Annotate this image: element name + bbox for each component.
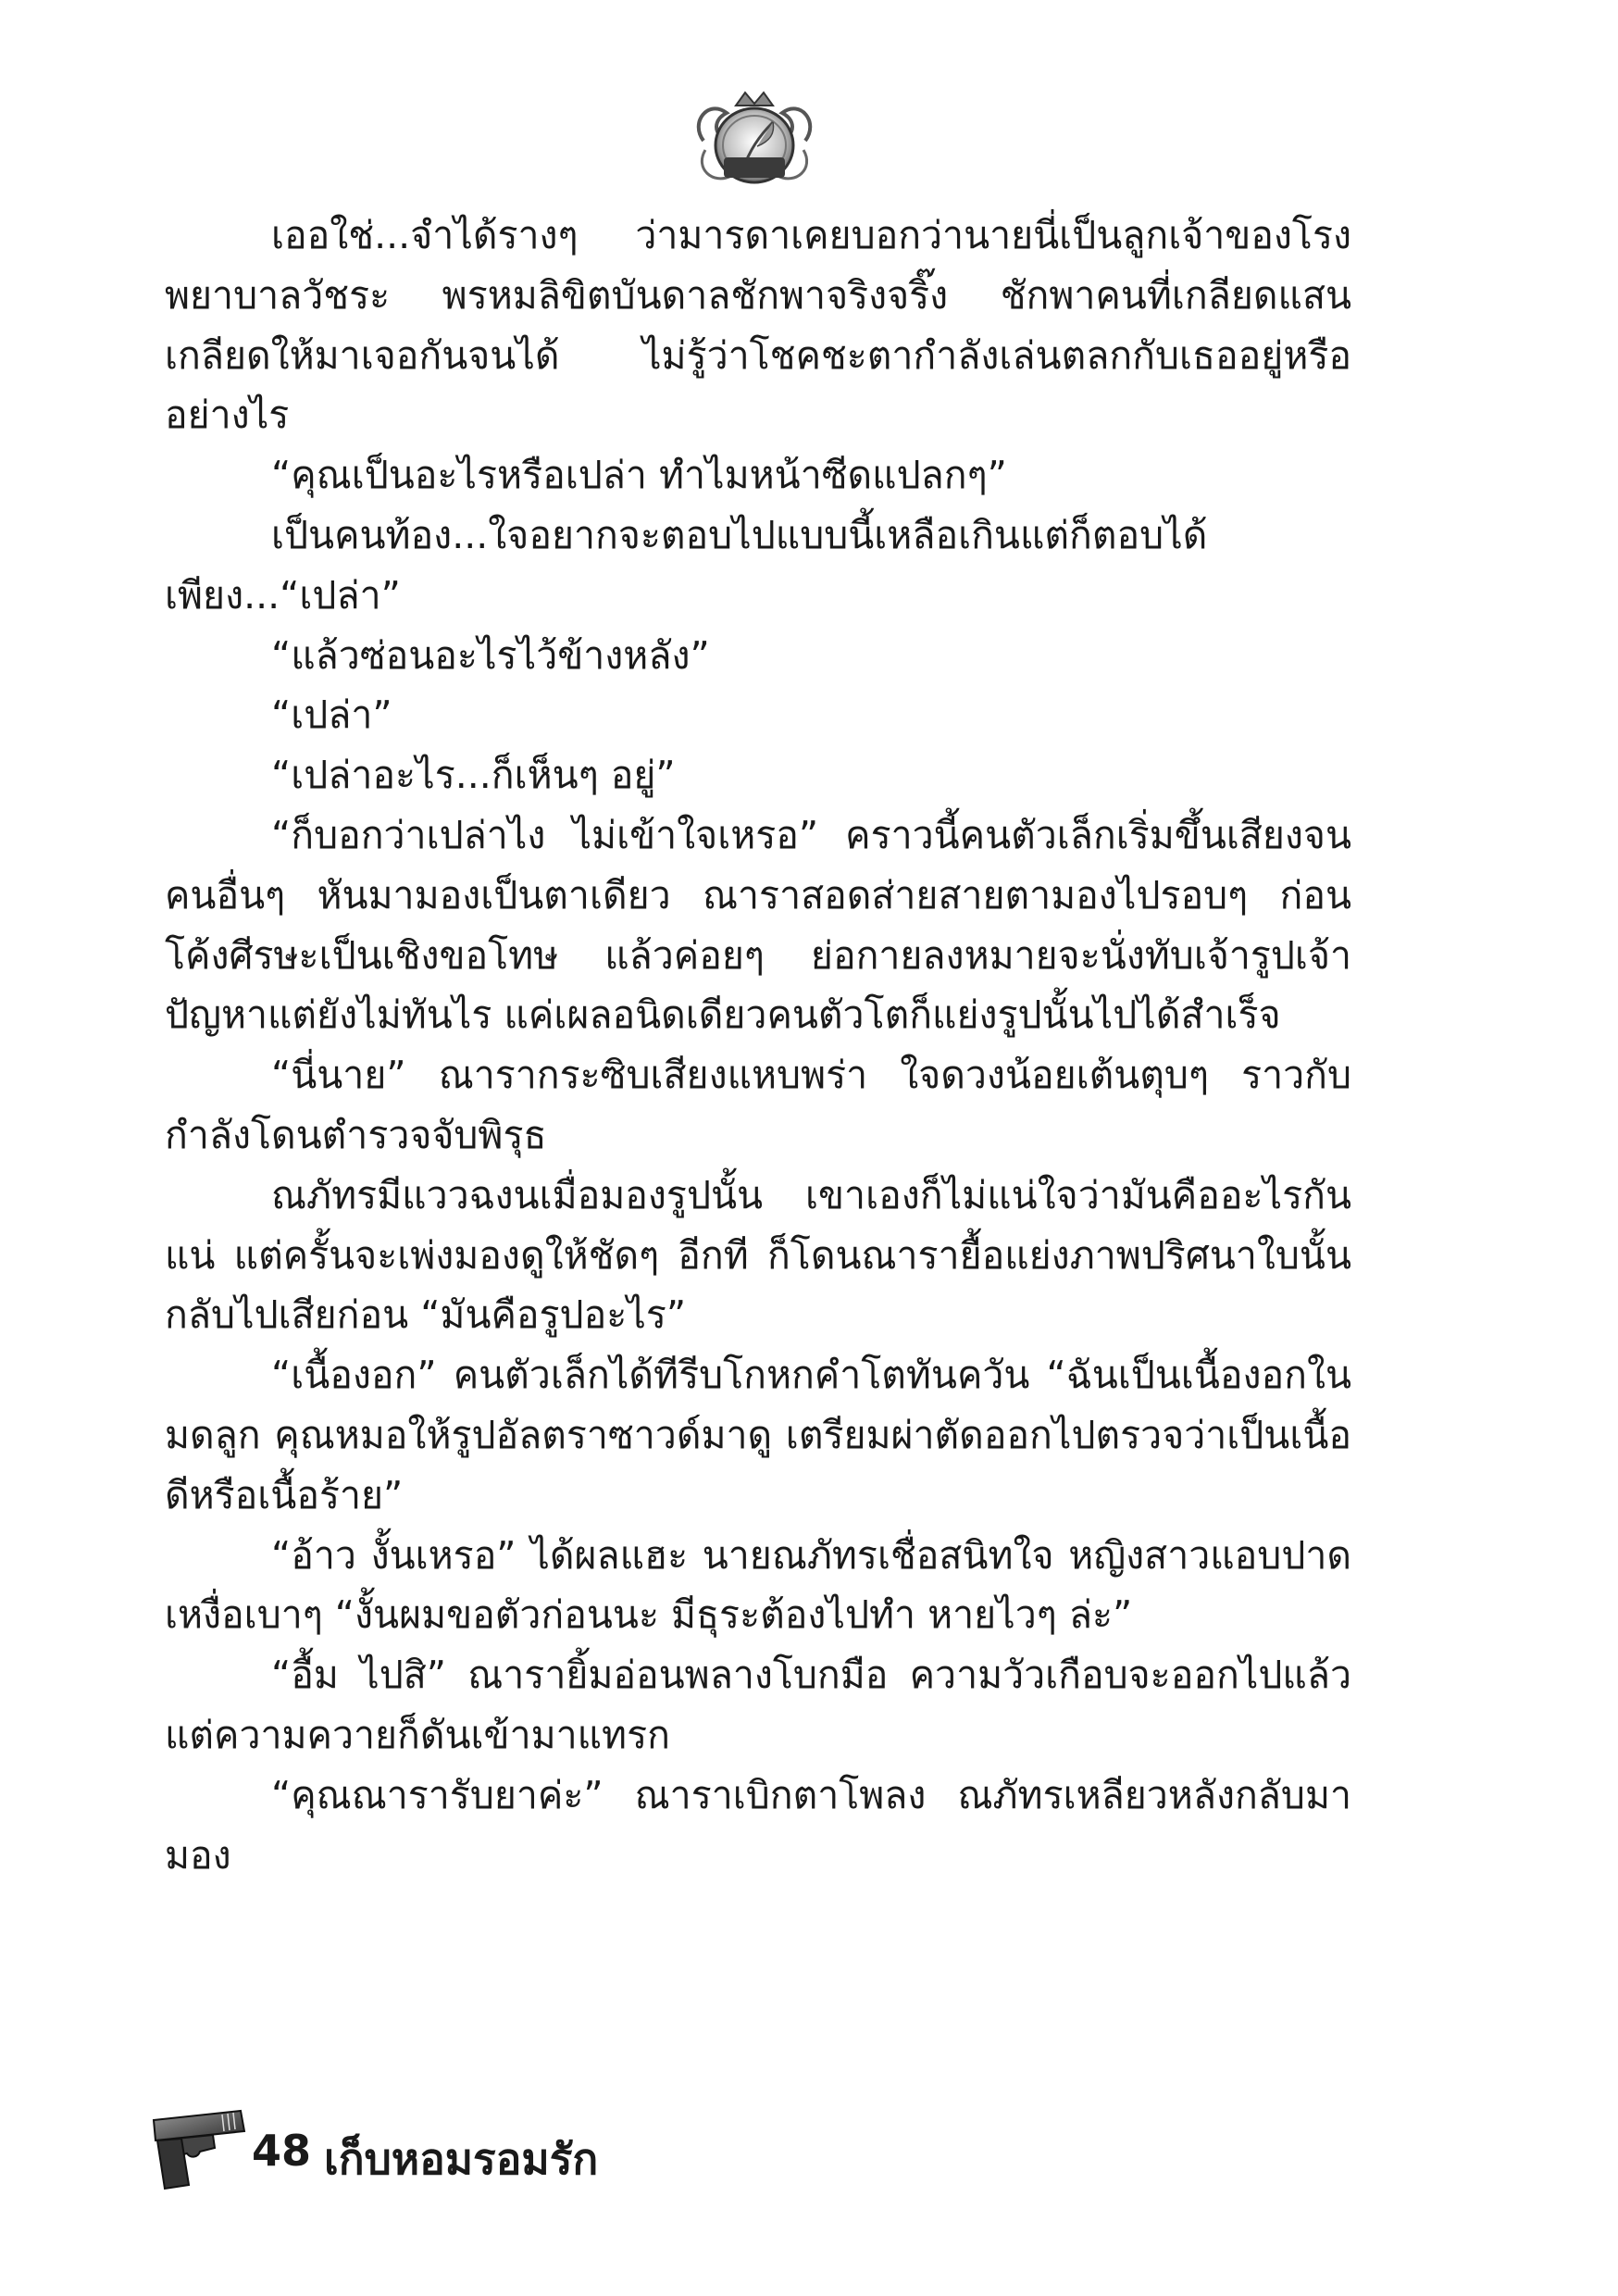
- paragraph-13: “คุณณารารับยาค่ะ” ณาราเบิกตาโพลง ณภัทรเหลียวหลังกลับมามอง: [165, 1772, 1351, 1878]
- paragraph-2: “คุณเป็นอะไรหรือเปล่า ทำไมหน้าซีดแปลกๆ”: [271, 453, 1007, 498]
- paragraph-9: ณภัทรมีแววฉงนเมื่อมองรูปนั้น เขาเองก็ไม่แน่ใจว่ามันคืออะไรกันแน่ แต่ครั้นจะเพ่งมองดูให้ชัดๆ อีกที ก็โดนณารายื้อแย่งภาพปริศนาใบนั้นกลับไปเสียก่อน “มันคือรูปอะไร”: [165, 1172, 1351, 1338]
- paragraph-6: “เปล่าอะไร...ก็เห็นๆ อยู่”: [271, 753, 676, 798]
- paragraph-8: “นี่นาย” ณารากระซิบเสียงแหบพร่า ใจดวงน้อยเต้นตุบๆ ราวกับกำลังโดนตำรวจจับพิรุธ: [165, 1053, 1351, 1157]
- ornamental-crest-icon: [685, 85, 824, 196]
- paragraph-1: เออใช่...จำได้รางๆ ว่ามารดาเคยบอกว่านายนี่เป็นลูกเจ้าของโรงพยาบาลวัชระ พรหมลิขิตบันดาลชักพาจริงจริ๊ง ชักพาคนที่เกลียดแสนเกลียดให้มาเจอกันจนได้ ไม่รู้ว่าโชคชะตากำลังเล่นตลกกับเธออยู่หรืออย่างไร: [165, 213, 1351, 438]
- paragraph-7: “ก็บอกว่าเปล่าไง ไม่เข้าใจเหรอ” คราวนี้คนตัวเล็กเริ่มขึ้นเสียงจนคนอื่นๆ หันมามองเป็นตาเดียว ณาราสอดส่ายสายตามองไปรอบๆ ก่อนโค้งศีรษะเป็นเชิงขอโทษ แล้วค่อยๆ ย่อกายลงหมายจะนั่งทับเจ้ารูปเจ้าปัญหาแต่ยังไม่ทันไร แค่เผลอนิดเดียวคนตัวโตก็แย่งรูปนั้นไปได้สำเร็จ: [165, 812, 1351, 1038]
- paragraph-12: “อื้ม ไปสิ” ณารายิ้มอ่อนพลางโบกมือ ความวัวเกือบจะออกไปแล้วแต่ความควายก็ดันเข้ามาแทรก: [165, 1653, 1351, 1757]
- page-number: 48: [252, 2126, 312, 2176]
- pistol-icon: [148, 2103, 252, 2192]
- paragraph-10: “เนื้องอก” คนตัวเล็กได้ทีรีบโกหกคำโตทันควัน “ฉันเป็นเนื้องอกในมดลูก คุณหมอให้รูปอัลตราซาวด์มาดู เตรียมผ่าตัดออกไปตรวจว่าเป็นเนื้อดีหรือเนื้อร้าย”: [165, 1353, 1351, 1517]
- page-footer: [148, 2103, 981, 2205]
- chapter-body-text: [165, 206, 1351, 1885]
- book-title: เก็บหอมรอมรัก: [324, 2134, 599, 2184]
- paragraph-11: “อ้าว งั้นเหรอ” ได้ผลแฮะ นายณภัทรเชื่อสนิทใจ หญิงสาวแอบปาดเหงื่อเบาๆ “งั้นผมขอตัวก่อนนะ มีธุระต้องไปทำ หายไวๆ ล่ะ”: [165, 1532, 1351, 1638]
- paragraph-3: เป็นคนท้อง...ใจอยากจะตอบไปแบบนี้เหลือเกินแต่ก็ตอบได้เพียง...“เปล่า”: [165, 512, 1208, 618]
- paragraph-4: “แล้วซ่อนอะไรไว้ข้างหลัง”: [271, 632, 710, 678]
- paragraph-5: “เปล่า”: [271, 693, 392, 738]
